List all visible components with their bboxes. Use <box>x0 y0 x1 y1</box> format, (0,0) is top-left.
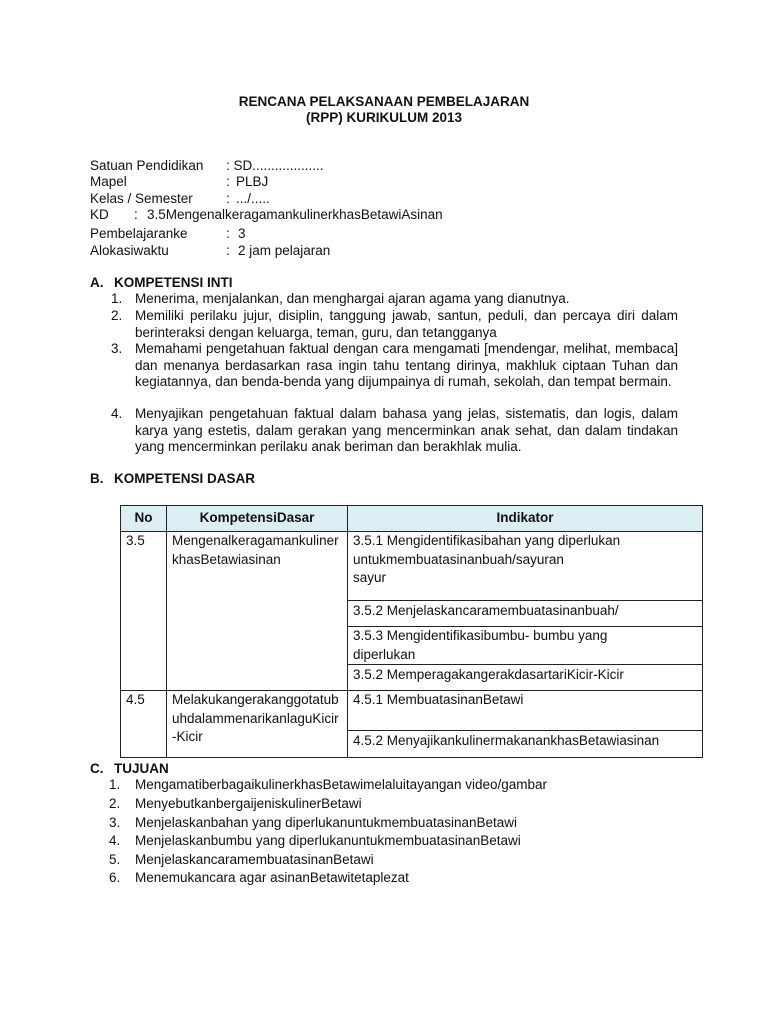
identity-value: 2 jam pelajaran <box>238 243 331 258</box>
list-number: 6. <box>109 870 121 885</box>
list-text: Memiliki perilaku jujur, disiplin, tanggung jawab, santun, peduli, dan percaya diri dalam berinteraksi dengan keluarga, teman, guru, dan tetangganya <box>135 308 678 340</box>
section-title: KOMPETENSI DASAR <box>114 471 256 486</box>
cell-indikator <box>348 627 703 665</box>
indikator-line: 3.5.2 MemperagakangerakdasartariKicir-Kicir <box>353 667 624 682</box>
cell-indikator <box>348 532 703 601</box>
table-row <box>121 691 703 731</box>
identity-separator: : <box>226 243 230 258</box>
list-item <box>109 796 676 813</box>
list-number: 2. <box>111 308 123 323</box>
cell-indikator <box>348 691 703 731</box>
identity-separator: : <box>226 226 230 241</box>
indikator-line: 4.5.2 MenyajikankulinermakanankhasBetawiasinan <box>353 733 660 748</box>
identity-label: Pembelajaranke <box>90 226 188 241</box>
identity-label: Alokasiwaktu <box>90 243 169 258</box>
identity-value: : SD................... <box>226 158 324 173</box>
indikator-line: 3.5.3 Mengidentifikasibumbu- bumbu yang <box>353 628 608 643</box>
list-item <box>109 852 676 869</box>
section-c-heading <box>90 761 169 776</box>
column-header-no: No <box>121 506 167 532</box>
identity-value: 3 <box>238 226 246 241</box>
identity-label: KD <box>90 207 109 222</box>
indikator-line: 3.5.1 Mengidentifikasibahan yang diperlukan <box>353 533 621 548</box>
section-letter: B. <box>90 471 104 486</box>
table-header-row <box>121 506 703 532</box>
list-text: Memahami pengetahuan faktual dengan cara mengamati [mendengar, melihat, membaca] dan menanya berdasarkan rasa ingin tahu tentang dirinya, makhluk ciptaan Tuhan dan kegiatannya, dan benda-benda yang dijumpainya di rumah, sekolah, dan tempat bermain. <box>135 341 678 389</box>
identity-value: 3.5MengenalkeragamankulinerkhasBetawiAsinan <box>147 207 443 222</box>
indikator-line: 4.5.1 MembuatasinanBetawi <box>353 692 524 707</box>
list-item <box>111 308 678 341</box>
list-number: 3. <box>109 815 121 830</box>
list-item <box>109 833 676 850</box>
list-text: Menerima, menjalankan, dan menghargai ajaran agama yang dianutnya. <box>135 291 570 306</box>
identity-separator: : <box>226 174 230 189</box>
cell-indikator <box>348 665 703 691</box>
section-title: KOMPETENSI INTI <box>114 275 233 290</box>
section-letter: C. <box>90 761 104 776</box>
column-header-kompetensi: KompetensiDasar <box>167 506 348 532</box>
cell-indikator <box>348 601 703 627</box>
cell-indikator <box>348 731 703 758</box>
cell-kompetensi: MelakukangerakanggotatubuhdalammenarikanlaguKicir-Kicir <box>167 691 348 758</box>
list-number: 3. <box>111 341 123 356</box>
list-text: Menyajikan pengetahuan faktual dalam bahasa yang jelas, sistematis, dan logis, dalam karya yang estetis, dalam gerakan yang mencerminkan anak sehat, dan dalam tindakan yang mencerminkan perilaku anak beriman dan berakhlak mulia. <box>135 406 678 454</box>
list-number: 4. <box>109 833 121 848</box>
list-text: Menjelaskanbahan yang diperlukanuntukmembuatasinanBetawi <box>135 815 518 830</box>
list-item <box>111 341 678 391</box>
indikator-line: sayur <box>353 570 387 585</box>
indikator-line: untukmembuatasinanbuah/sayuran <box>353 551 564 567</box>
list-number: 4. <box>111 406 123 421</box>
list-text: MenjelaskancaramembuatasinanBetawi <box>135 852 374 867</box>
identity-value: PLBJ <box>236 174 269 189</box>
cell-no: 3.5 <box>121 532 167 691</box>
list-text: Menjelaskanbumbu yang diperlukanuntukmembuatasinanBetawi <box>135 833 521 848</box>
document-subtitle: (RPP) KURIKULUM 2013 <box>305 110 463 125</box>
identity-separator: : <box>134 207 138 222</box>
indikator-line: 3.5.2 Menjelaskancaramembuatasinanbuah/ <box>353 603 619 618</box>
section-a-heading <box>90 275 233 290</box>
list-number: 2. <box>109 796 121 811</box>
list-item <box>109 815 676 832</box>
table-row <box>121 532 703 601</box>
list-number: 1. <box>111 291 123 306</box>
document-title: RENCANA PELAKSANAAN PEMBELAJARAN <box>238 94 530 109</box>
identity-label: Kelas / Semester <box>90 191 193 206</box>
column-header-indikator: Indikator <box>348 506 703 532</box>
kompetensi-dasar-table <box>120 505 703 758</box>
cell-kompetensi: MengenalkeragamankulinerkhasBetawiasinan <box>167 532 348 691</box>
list-item <box>111 291 678 308</box>
list-text: MengamatiberbagaikulinerkhasBetawimelaluitayangan video/gambar <box>135 777 547 792</box>
list-item <box>109 870 676 887</box>
section-letter: A. <box>90 275 104 290</box>
indikator-line: diperlukan <box>353 646 416 662</box>
cell-no: 4.5 <box>121 691 167 758</box>
identity-value: .../..... <box>236 191 270 206</box>
identity-label: Mapel <box>90 174 127 189</box>
list-text: Menemukancara agar asinanBetawitetaplezat <box>135 870 409 885</box>
list-item <box>111 406 678 456</box>
list-text: MenyebutkanbergaijeniskulinerBetawi <box>135 796 362 811</box>
section-title: TUJUAN <box>114 761 169 776</box>
identity-label: Satuan Pendidikan <box>90 158 204 173</box>
list-item <box>109 777 676 794</box>
list-number: 1. <box>109 777 121 792</box>
identity-separator: : <box>226 191 230 206</box>
list-number: 5. <box>109 852 121 867</box>
section-b-heading <box>90 471 255 486</box>
